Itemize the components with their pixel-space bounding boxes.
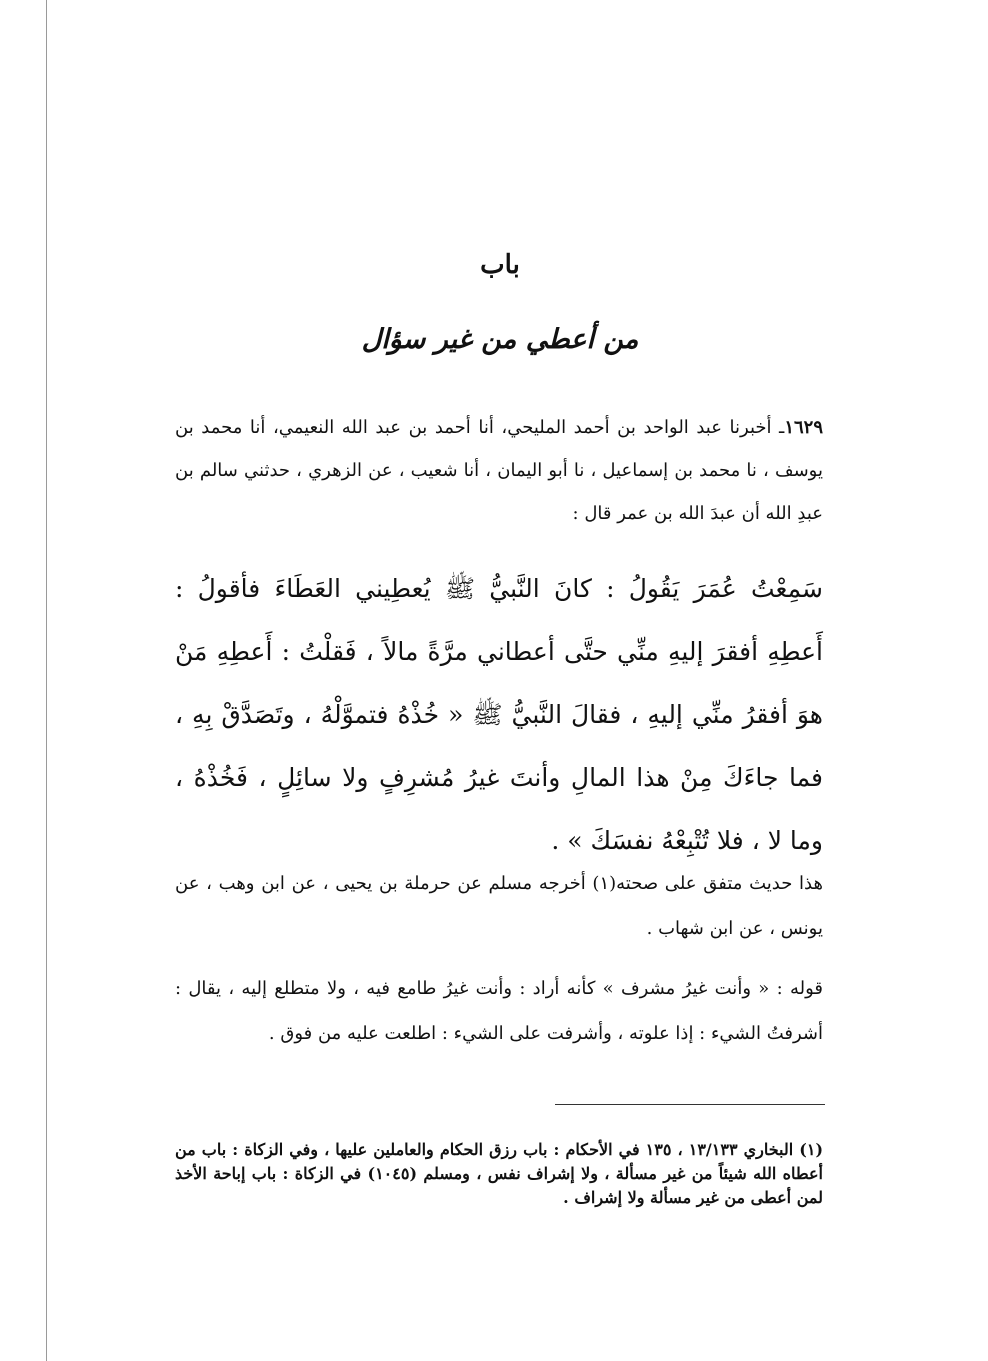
commentary-authentication: هذا حديث متفق على صحته(١) أخرجه مسلم عن حرملة بن يحيى ، عن ابن وهب ، عن يونس ، عن ابن شهاب . — [175, 873, 823, 939]
footnote-separator — [555, 1104, 825, 1105]
chapter-title: من أعطي من غير سؤال — [361, 324, 639, 355]
footnote: (١) البخاري ١٣/١٣٣ ، ١٣٥ في الأحكام : باب رزق الحكام والعاملين عليها ، وفي الزكاة : باب من أعطاه الله شيئاً من غير مسألة ، ولا إشراف نفس ، ومسلم (١٠٤٥) في الزكاة : باب إباحة الأخذ لمن أعطى من غير مسألة ولا إشراف . — [175, 1140, 824, 1207]
document-page — [175, 0, 825, 1361]
hadith-matn: سَمِعْتُ عُمَرَ يَقُولُ : كانَ النَّبيُّ ﷺ يُعطِيني العَطَاءَ فأقولُ : أَعطِهِ أفقرَ إليهِ منِّي حتَّى أعطاني مرَّةً مالاً ، فَقلْتُ : أَعطِهِ مَنْ هوَ أفقرُ منِّي إليهِ ، فقالَ النَّبيُّ ﷺ « خُذْهُ فتموَّلْهُ ، وتَصَدَّقْ بِهِ ، فما جاءَكَ مِنْ هذا المالِ وأنتَ غيرُ مُشرِفٍ ولا سائِلٍ ، فَخُذْهُ ، وما لا ، فلا تُتْبِعْهُ نفسَكَ » . — [175, 574, 823, 855]
chapter-heading: باب — [480, 250, 520, 280]
page-margin-line — [46, 0, 47, 1361]
hadith-isnad — [175, 406, 823, 535]
isnad-text: ـ أخبرنا عبد الواحد بن أحمد المليحي، أنا أحمد بن عبد الله النعيمي، أنا محمد بن يوسف ، نا محمد بن إسماعيل ، نا أبو اليمان ، أنا شعيب ، عن الزهري ، حدثني سالم بن عبدِ الله أن عبدَ الله بن عمر قال : — [175, 417, 823, 524]
commentary-explanation: قوله : « وأنت غيرُ مشرف » كأنه أراد : وأنت غيرُ طامع فيه ، ولا متطلع إليه ، يقال : أشرفتُ الشيء : إذا علوته ، وأشرفت على الشيء : اطلعت عليه من فوق . — [175, 978, 823, 1044]
hadith-number: ١٦٢٩ — [784, 417, 823, 438]
